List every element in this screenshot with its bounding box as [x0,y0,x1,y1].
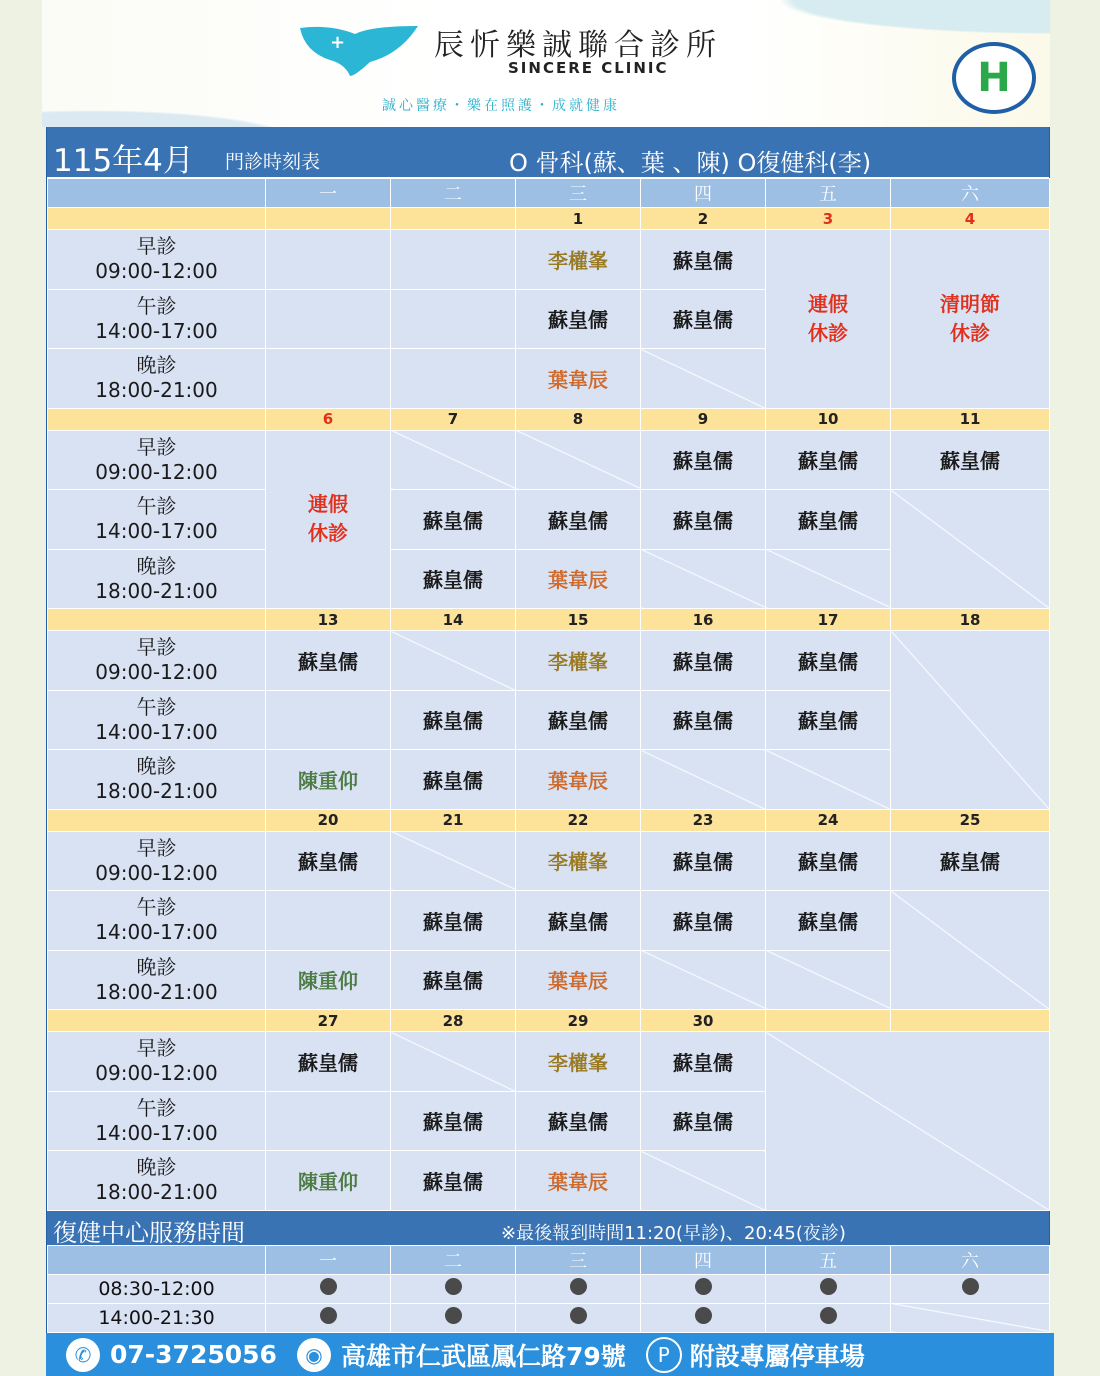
date-cell [266,208,391,230]
slot-hours: 14:00-17:00 [95,318,218,343]
rehab-open-cell [266,1274,391,1303]
doctor-cell [641,631,766,691]
rehab-note: ※最後報到時間11:20(早診)、20:45(夜診) [501,1222,846,1244]
date-corner [48,609,266,631]
doctor-cell [516,349,641,409]
weekday-6: 六 [891,179,1050,208]
weekday-2: 二 [391,179,516,208]
doctor-name: 蘇皇儒 [423,1110,483,1135]
doctor-name: 蘇皇儒 [298,649,358,674]
slot-hours: 14:00-17:00 [95,920,218,945]
doctor-cell [516,950,641,1010]
schedule-title-bar [47,127,1049,178]
weekday-3: 三 [516,179,641,208]
slot-hours: 18:00-21:00 [95,979,218,1004]
doctor-cell [391,490,516,550]
date-cell: 4 [891,208,1050,230]
closed-cell [891,891,1050,1010]
date-row [48,609,1050,631]
slot-row [48,831,1050,891]
slot-hours: 18:00-21:00 [95,378,218,403]
doctor-name: 陳重仰 [298,969,358,994]
slot-time-label [48,631,266,691]
weekday-corner [48,179,266,208]
doctor-cell [391,891,516,951]
slot-time-label [48,891,266,951]
doctor-name: 陳重仰 [298,1169,358,1194]
parking-info: 附設專屬停車場 [689,1341,865,1371]
slot-row [48,490,1050,550]
slot-time-label [48,430,266,490]
holiday-cell [266,430,391,609]
doctor-cell [641,289,766,349]
closed-cell [516,430,641,490]
date-row [48,1010,1050,1032]
schedule-cell [391,230,516,290]
slot-time-label [48,230,266,290]
rehab-open-cell [641,1303,766,1332]
slot-time-label [48,690,266,750]
slot-row [48,1032,1050,1092]
closed-cell [891,490,1050,609]
doctor-name: 蘇皇儒 [673,709,733,734]
doctor-cell [391,1091,516,1151]
closed-cell [641,549,766,609]
doctor-name: 蘇皇儒 [673,508,733,533]
doctor-name: 李權峯 [548,1050,608,1075]
closed-cell [891,631,1050,810]
address: 高雄市仁武區鳳仁路79號 [340,1341,626,1371]
doctor-cell [766,631,891,691]
doctor-name: 陳重仰 [298,768,358,793]
weekday-4: 四 [641,1245,766,1274]
slot-time-label [48,1091,266,1151]
rehab-open-cell [766,1274,891,1303]
doctor-cell [891,430,1050,490]
closed-cell [391,831,516,891]
slot-time-label [48,1151,266,1211]
doctor-cell [516,1151,641,1211]
slot-name: 早診 [136,835,177,860]
doctor-name: 李權峯 [548,248,608,273]
doctor-name: 蘇皇儒 [548,508,608,533]
slot-time-label [48,549,266,609]
doctor-name: 蘇皇儒 [673,449,733,474]
date-cell: 16 [641,609,766,631]
doctor-cell [516,631,641,691]
holiday-text: 休診 [308,521,348,546]
date-row [48,809,1050,831]
date-cell: 3 [766,208,891,230]
phone-icon: ✆ [66,1338,100,1372]
date-cell: 6 [266,408,391,430]
slot-hours: 09:00-12:00 [95,860,218,885]
closed-cell [391,631,516,691]
closed-cell [891,1303,1050,1332]
rehab-open-cell [891,1274,1050,1303]
clinic-banner [42,0,1050,127]
slot-hours: 09:00-12:00 [95,660,218,685]
schedule-cell [266,1091,391,1151]
slot-hours: 18:00-21:00 [95,1180,218,1205]
slot-time-label [48,750,266,810]
doctor-name: 葉韋辰 [548,768,608,793]
doctor-name: 蘇皇儒 [673,850,733,875]
doctor-name: 蘇皇儒 [548,909,608,934]
holiday-cell [766,230,891,409]
slot-time-label [48,289,266,349]
slot-name: 午診 [136,694,177,719]
weekday-1: 一 [266,179,391,208]
doctor-name: 蘇皇儒 [423,768,483,793]
doctor-cell [516,1032,641,1092]
date-corner [48,1010,266,1032]
doctor-name: 李權峯 [548,649,608,674]
open-dot-icon [695,1307,712,1324]
doctor-name: 蘇皇儒 [423,508,483,533]
date-cell: 2 [641,208,766,230]
doctor-cell [516,1091,641,1151]
holiday-cell [891,230,1050,409]
date-cell: 21 [391,809,516,831]
date-cell: 11 [891,408,1050,430]
closed-cell [391,1032,516,1092]
slot-time-label [48,349,266,409]
slot-time-label [48,831,266,891]
rehab-time: 14:00-21:30 [48,1303,266,1332]
doctor-cell [266,831,391,891]
rehab-table [47,1245,1050,1333]
doctor-cell [266,1151,391,1211]
doctor-cell [516,490,641,550]
doctor-cell [516,750,641,810]
slot-name: 晚診 [136,353,177,378]
slot-hours: 18:00-21:00 [95,578,218,603]
closed-cell [641,349,766,409]
open-dot-icon [320,1278,337,1295]
schedule-cell [391,349,516,409]
doctor-cell [391,1151,516,1211]
schedule-cell [391,289,516,349]
weekday-header-row [48,179,1050,208]
date-cell [891,1010,1050,1032]
date-cell [766,1010,891,1032]
doctor-name: 蘇皇儒 [798,850,858,875]
closed-cell [766,750,891,810]
doctor-cell [766,690,891,750]
doctor-name: 蘇皇儒 [673,1110,733,1135]
date-cell: 29 [516,1010,641,1032]
date-cell: 18 [891,609,1050,631]
rehab-open-cell [641,1274,766,1303]
doctor-name: 蘇皇儒 [798,508,858,533]
date-cell: 13 [266,609,391,631]
departments: O 骨科(蘇、葉 、陳) O復健科(李) [509,149,872,177]
slot-hours: 09:00-12:00 [95,459,218,484]
doctor-cell [266,950,391,1010]
slot-name: 午診 [136,293,177,318]
rehab-row [48,1303,1050,1332]
doctor-name: 蘇皇儒 [798,649,858,674]
date-cell: 25 [891,809,1050,831]
holiday-text: 連假 [308,492,348,517]
doctor-name: 葉韋辰 [548,1169,608,1194]
date-cell: 17 [766,609,891,631]
rehab-open-cell [516,1274,641,1303]
doctor-cell [641,490,766,550]
doctor-cell [516,549,641,609]
doctor-cell [766,490,891,550]
weekday-1: 一 [266,1245,391,1274]
nhi-logo: H [952,42,1036,114]
doctor-cell [766,831,891,891]
doctor-cell [766,430,891,490]
doctor-cell [516,690,641,750]
doctor-cell [266,750,391,810]
open-dot-icon [570,1307,587,1324]
doctor-name: 蘇皇儒 [940,850,1000,875]
open-dot-icon [320,1307,337,1324]
rehab-open-cell [516,1303,641,1332]
slot-name: 晚診 [136,754,177,779]
date-cell [391,208,516,230]
doctor-name: 蘇皇儒 [673,649,733,674]
doctor-name: 蘇皇儒 [423,969,483,994]
date-cell: 27 [266,1010,391,1032]
doctor-name: 葉韋辰 [548,568,608,593]
open-dot-icon [445,1307,462,1324]
schedule-cell [266,690,391,750]
open-dot-icon [820,1278,837,1295]
doctor-name: 李權峯 [548,850,608,875]
holiday-text: 清明節 [940,291,1000,316]
slot-name: 早診 [136,234,177,259]
doctor-cell [641,230,766,290]
date-cell: 10 [766,408,891,430]
closed-cell [641,1151,766,1211]
doctor-cell [391,549,516,609]
date-cell: 14 [391,609,516,631]
open-dot-icon [445,1278,462,1295]
doctor-name: 蘇皇儒 [940,449,1000,474]
doctor-name: 蘇皇儒 [548,709,608,734]
date-cell: 1 [516,208,641,230]
doctor-name: 葉韋辰 [548,367,608,392]
doctor-cell [641,690,766,750]
doctor-cell [641,831,766,891]
slot-hours: 18:00-21:00 [95,779,218,804]
slot-hours: 09:00-12:00 [95,1061,218,1086]
rehab-title: 復健中心服務時間 [53,1218,245,1247]
doctor-name: 蘇皇儒 [548,308,608,333]
open-dot-icon [820,1307,837,1324]
date-cell: 30 [641,1010,766,1032]
slot-row [48,230,1050,290]
open-dot-icon [570,1278,587,1295]
date-cell: 15 [516,609,641,631]
slot-time-label [48,1032,266,1092]
date-cell: 24 [766,809,891,831]
rehab-time: 08:30-12:00 [48,1274,266,1303]
phone-number[interactable]: 07-3725056 [110,1340,277,1369]
doctor-name: 蘇皇儒 [298,1050,358,1075]
doctor-cell [391,690,516,750]
schedule-panel [46,127,1050,1333]
rehab-open-cell [391,1303,516,1332]
svg-text:+: + [330,32,346,53]
slot-name: 早診 [136,635,177,660]
date-cell: 23 [641,809,766,831]
holiday-text: 休診 [950,320,990,345]
slot-name: 晚診 [136,954,177,979]
schedule-cell [266,230,391,290]
slot-hours: 14:00-17:00 [95,1120,218,1145]
weekday-5: 五 [766,1245,891,1274]
closed-cell [391,430,516,490]
slot-row [48,430,1050,490]
weekday-2: 二 [391,1245,516,1274]
doctor-cell [391,950,516,1010]
doctor-name: 蘇皇儒 [673,308,733,333]
doctor-cell [266,1032,391,1092]
date-corner [48,809,266,831]
doctor-name: 蘇皇儒 [423,909,483,934]
slot-row [48,891,1050,951]
doctor-cell [391,750,516,810]
closed-cell [766,549,891,609]
weekday-3: 三 [516,1245,641,1274]
doctor-name: 蘇皇儒 [298,850,358,875]
rehab-open-cell [391,1274,516,1303]
clinic-schedule-table [47,178,1050,1211]
holiday-text: 休診 [808,320,848,345]
doctor-cell [266,631,391,691]
doctor-name: 蘇皇儒 [548,1110,608,1135]
footer-bar [46,1333,1054,1376]
slot-name: 早診 [136,434,177,459]
date-corner [48,408,266,430]
doctor-name: 蘇皇儒 [423,1169,483,1194]
doctor-name: 葉韋辰 [548,969,608,994]
doctor-cell [641,430,766,490]
schedule-cell [266,349,391,409]
clinic-slogan: 誠心醫療・樂在照護・成就健康 [382,98,620,114]
map-pin-icon: ◉ [297,1338,331,1372]
rehab-title-bar [47,1211,1049,1245]
clinic-name: 辰忻樂誠聯合診所 [434,28,722,63]
closed-cell [766,950,891,1010]
date-cell: 9 [641,408,766,430]
slot-name: 晚診 [136,553,177,578]
rehab-open-cell [766,1303,891,1332]
date-cell: 7 [391,408,516,430]
rehab-row [48,1274,1050,1303]
doctor-name: 蘇皇儒 [673,909,733,934]
schedule-subtitle: 門診時刻表 [225,151,321,173]
slot-name: 午診 [136,494,177,519]
doctor-cell [516,891,641,951]
weekday-4: 四 [641,179,766,208]
date-cell: 22 [516,809,641,831]
weekday-5: 五 [766,179,891,208]
open-dot-icon [962,1278,979,1295]
doctor-name: 蘇皇儒 [798,709,858,734]
slot-row [48,631,1050,691]
open-dot-icon [695,1278,712,1295]
closed-cell [766,1032,1050,1211]
date-cell: 28 [391,1010,516,1032]
parking-icon: P [646,1337,682,1373]
date-corner [48,208,266,230]
weekday-header-row [48,1245,1050,1274]
closed-cell [641,950,766,1010]
closed-cell [641,750,766,810]
slot-name: 午診 [136,895,177,920]
doctor-cell [516,230,641,290]
doctor-name: 蘇皇儒 [673,248,733,273]
doctor-name: 蘇皇儒 [423,709,483,734]
schedule-cell [266,289,391,349]
doctor-cell [641,1032,766,1092]
slot-name: 早診 [136,1036,177,1061]
date-cell: 8 [516,408,641,430]
doctor-name: 蘇皇儒 [673,1050,733,1075]
doctor-name: 蘇皇儒 [798,909,858,934]
slot-hours: 14:00-17:00 [95,719,218,744]
slot-time-label [48,490,266,550]
schedule-month: 115年4月 [53,143,194,179]
weekday-6: 六 [891,1245,1050,1274]
weekday-corner [48,1245,266,1274]
clinic-logo-bird-icon [300,24,420,76]
doctor-cell [516,289,641,349]
slot-name: 午診 [136,1095,177,1120]
doctor-name: 蘇皇儒 [798,449,858,474]
doctor-name: 蘇皇儒 [423,568,483,593]
schedule-cell [266,891,391,951]
holiday-text: 連假 [808,291,848,316]
doctor-cell [641,891,766,951]
date-row [48,208,1050,230]
doctor-cell [766,891,891,951]
slot-hours: 09:00-12:00 [95,259,218,284]
slot-time-label [48,950,266,1010]
date-row [48,408,1050,430]
doctor-cell [641,1091,766,1151]
rehab-open-cell [266,1303,391,1332]
clinic-english-name: SINCERE CLINIC [508,59,669,77]
doctor-cell [891,831,1050,891]
doctor-cell [516,831,641,891]
slot-name: 晚診 [136,1155,177,1180]
slot-hours: 14:00-17:00 [95,519,218,544]
date-cell: 20 [266,809,391,831]
